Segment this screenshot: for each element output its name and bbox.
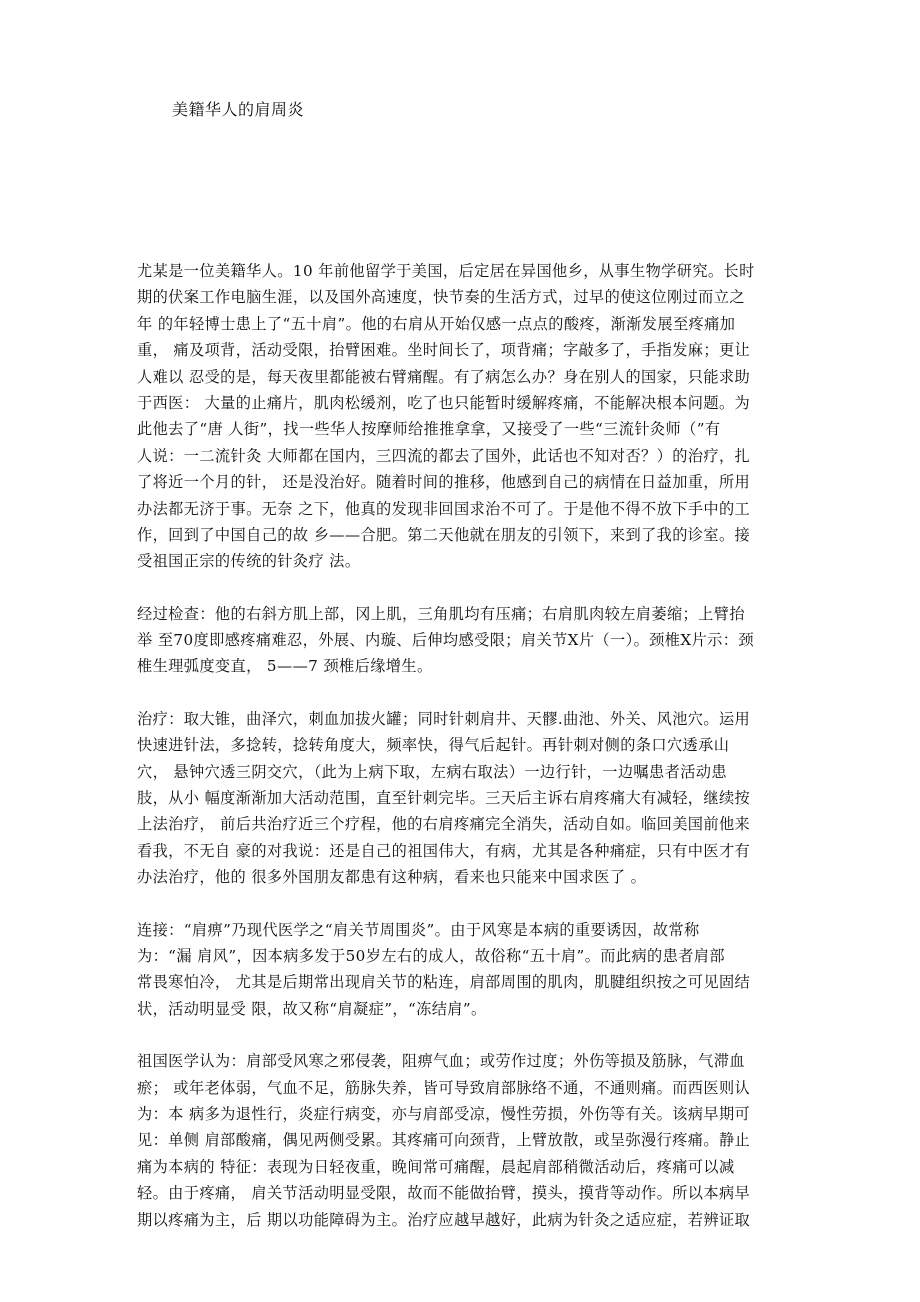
text-line: 办法都无济于事。无奈 之下，他真的发现非回国求治不可了。于是他不得不放下手中的工 [137,499,751,518]
paragraph [137,1048,797,1233]
text-line: 尤某是一位美籍华人。10 年前他留学于美国，后定居在异国他乡，从事生物学研究。长时 [137,262,755,280]
text-line: 为：“漏 肩风”，因本病多发于50岁左右的成人，故俗称“五十肩”。而此病的患者肩部 [137,946,725,965]
text-line: 人说：一二流针灸 大师都在国内，三四流的都去了国外，此话也不知对否？）的治疗，扎 [137,446,751,465]
text-line: 穴， 悬钟穴透三阴交穴，（此为上病下取，左病右取法）一边行针，一边嘱患者活动患 [137,762,727,781]
text-line: 椎生理弧度变直， 5——7 颈椎后缘增生。 [137,657,433,676]
text-line: 年 的年轻博士患上了“五十肩”。他的右肩从开始仅感一点点的酸疼，渐渐发展至疼痛加 [137,314,736,333]
text-line: 办法治疗，他的 很多外国朋友都患有这种病，看来也只能来中国求医了 。 [137,868,647,887]
text-line: 轻。由于疼痛， 肩关节活动明显受限，故而不能做抬臂，摸头，摸背等动作。所以本病早 [137,1184,751,1203]
paragraph [137,706,797,891]
text-line: 经过检查：他的右斜方肌上部，冈上肌，三角肌均有压痛；右肩肌肉较左肩萎缩；上臂抬 [137,604,745,623]
paragraph [137,601,797,680]
page-title: 美籍华人的肩周炎 [172,100,305,119]
paragraph [137,258,797,575]
text-line: 于西医： 大量的止痛片，肌肉松缓剂，吃了也只能暂时缓解疼痛，不能解决根本问题。为 [137,393,751,412]
text-line: 了将近一个月的针， 还是没治好。随着时间的推移，他感到自己的病情在日益加重，所用 [137,473,751,492]
text-line: 此他去了“唐 人街”，找一些华人按摩师给推推拿拿，又接受了一些“三流针灸师（”有 [137,420,721,439]
text-line: 见：单侧 肩部酸痛，偶见两侧受累。其疼痛可向颈背，上臂放散，或呈弥漫行疼痛。静止 [137,1131,751,1150]
text-line: 举 至70度即感疼痛难忍，外展、内璇、后伸均感受限；肩关节X片（一）。颈椎X片示：颈 [137,631,754,650]
text-line: 祖国医学认为：肩部受风寒之邪侵袭，阻痹气血；或劳作过度；外伤等损及筋脉，气滞血 [137,1052,745,1071]
text-line: 状，活动明显受 限，故又称“肩凝症”，“冻结肩”。 [137,999,487,1018]
text-line: 常畏寒怕冷， 尤其是后期常出现肩关节的粘连，肩部周围的肌肉，肌腱组织按之可见固结 [137,973,751,992]
text-line: 瘀； 或年老体弱，气血不足，筋脉失养，皆可导致肩部脉络不通，不通则痛。而西医则认 [137,1078,751,1097]
text-line: 连接：“肩痹”乃现代医学之“肩关节周围炎”。由于风寒是本病的重要诱因，故常称 [137,920,700,939]
text-line: 期以疼痛为主，后 期以功能障碍为主。治疗应越早越好，此病为针灸之适应症，若辨证取 [137,1210,751,1229]
paragraph [137,917,797,1023]
text-line: 人难以 忍受的是，每天夜里都能被右臂痛醒。有了病怎么办？身在别人的国家，只能求助 [137,367,751,386]
text-line: 肢，从小 幅度渐渐加大活动范围，直至针刺完毕。三天后主诉右肩疼痛大有减轻，继续按 [137,789,751,808]
text-line: 作，回到了中国自己的故 乡——合肥。第二天他就在朋友的引领下，来到了我的诊室。接 [137,525,751,544]
text-line: 看我，不无自 豪的对我说：还是自己的祖国伟大，有病，尤其是各种痛症，只有中医才有 [137,841,751,860]
text-line: 受祖国正宗的传统的针灸疗 法。 [137,552,361,571]
text-line: 期的伏案工作电脑生涯，以及国外高速度，快节奏的生活方式，过早的使这位刚过而立之 [137,288,745,307]
text-line: 为：本 病多为退性行，炎症行病变，亦与肩部受凉，慢性劳损，外伤等有关。该病早期可 [137,1104,751,1123]
text-line: 上法治疗， 前后共治疗近三个疗程，他的右肩疼痛完全消失，活动自如。临回美国前他来 [137,815,751,834]
article-body [137,258,797,1259]
text-line: 重， 痛及项背，活动受限，抬臂困难。坐时间长了，项背痛；字敲多了，手指发麻；更让 [137,341,751,360]
text-line: 痛为本病的 特征：表现为日轻夜重，晚间常可痛醒，晨起肩部稍微活动后，疼痛可以减 [137,1157,735,1176]
text-line: 治疗：取大锥，曲泽穴，刺血加拔火罐；同时针刺肩井、天髎.曲池、外关、风池穴。运用 [137,709,751,728]
text-line: 快速进针法，多捻转，捻转角度大，频率快，得气后起针。再针刺对侧的条口穴透承山 [137,736,730,755]
